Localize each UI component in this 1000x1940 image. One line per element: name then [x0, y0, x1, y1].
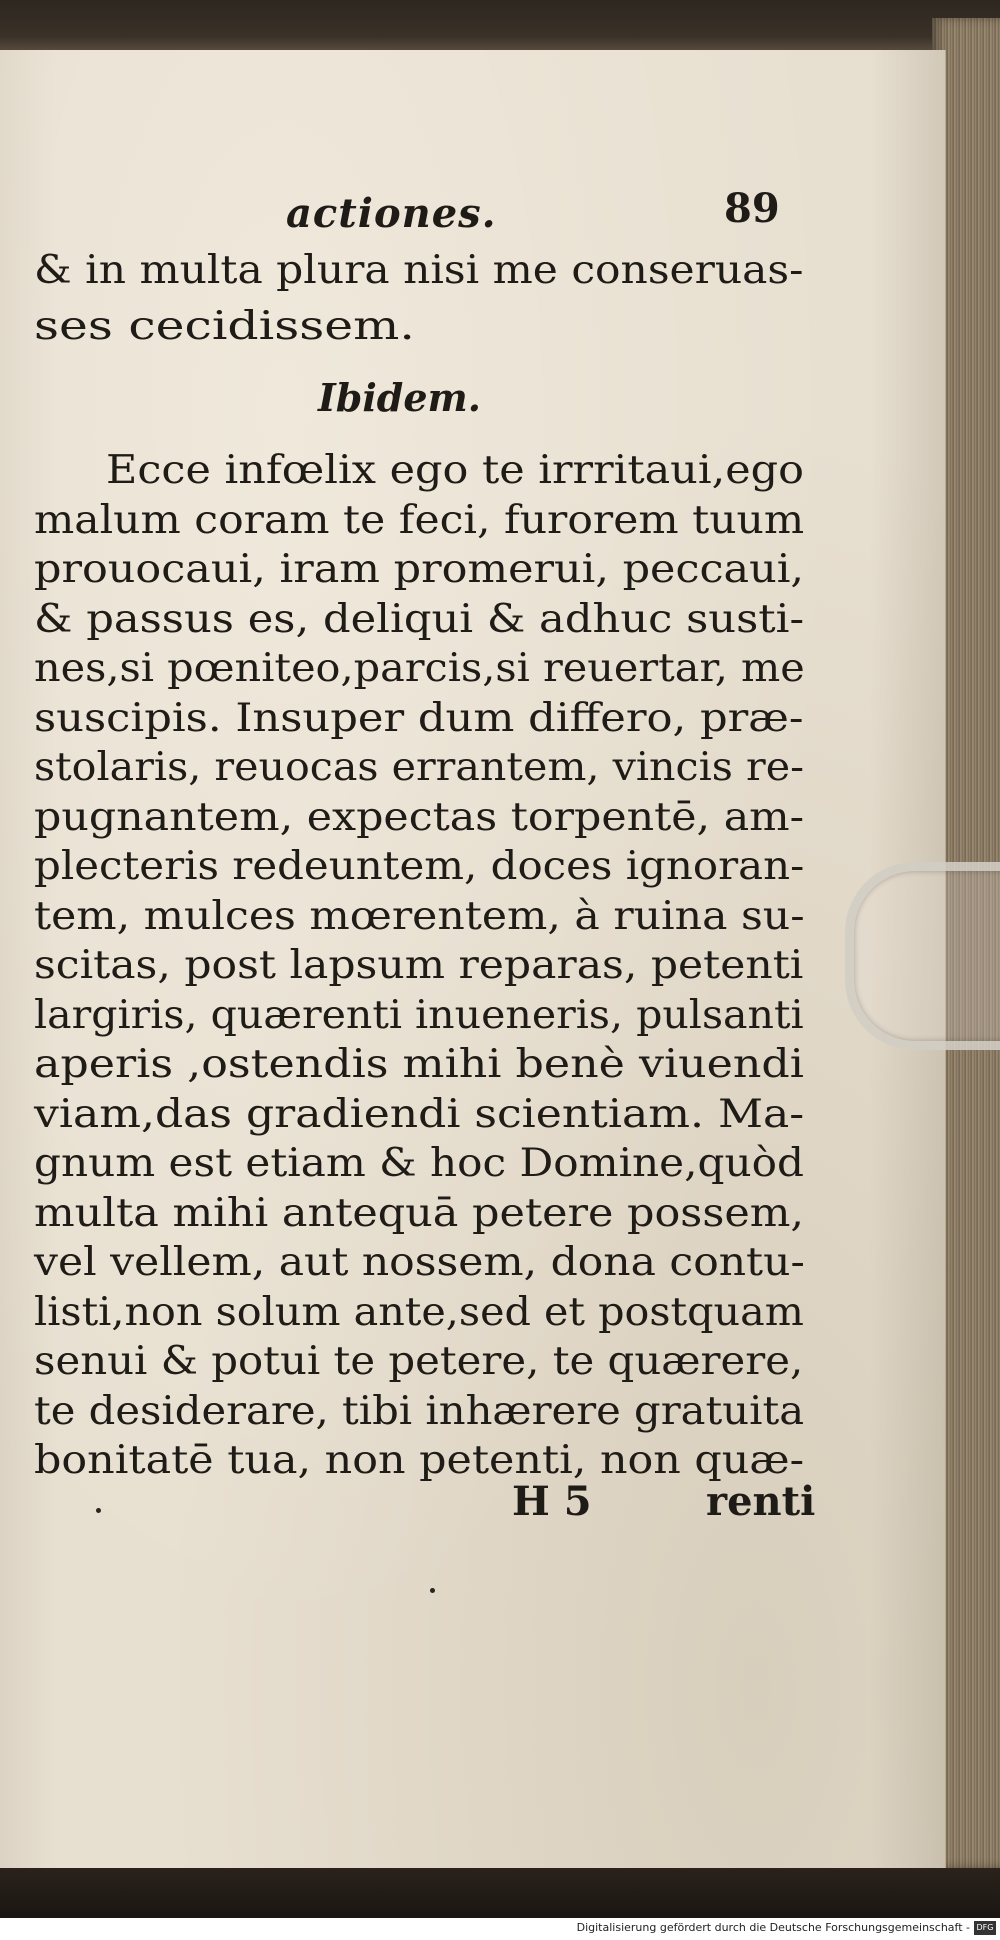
text-line: & passus es, deliqui & adhuc susti- — [34, 596, 805, 642]
text-line: stolaris, reuocas errantem, vincis re- — [34, 745, 804, 790]
text-line: nes,si pœniteo,parcis,si reuertar, me — [34, 646, 805, 691]
ink-speck — [430, 1588, 435, 1593]
text-line: scitas, post lapsum reparas, petenti — [34, 943, 804, 988]
text-line: malum coram te feci, furorem tuum — [34, 497, 805, 543]
digitization-credit: Digitalisierung gefördert durch die Deutsche Forschungsgemeinschaft - — [576, 1921, 970, 1934]
text-line: largiris, quærenti inueneris, pulsanti — [34, 992, 804, 1038]
text-line: tem, mulces mœrentem, à ruina su- — [34, 893, 805, 939]
text-line: ses cecidissem. — [34, 304, 415, 349]
text-line: aperis ,ostendis mihi benè viuendi — [34, 1042, 804, 1087]
page-number: 89 — [724, 185, 780, 232]
dfg-logo-icon: DFG — [974, 1921, 996, 1935]
text-line: gnum est etiam & hoc Domine,quòd — [34, 1141, 804, 1186]
running-head: actiones. — [286, 190, 497, 237]
text-line: Ecce infœlix ego te irrritaui,ego — [106, 448, 804, 493]
text-line: bonitatē tua, non petenti, non quæ- — [34, 1438, 805, 1483]
section-heading: Ibidem. — [318, 375, 481, 420]
text-line: multa mihi antequā petere possem, — [34, 1190, 805, 1236]
book-top-edge — [0, 0, 1000, 52]
text-line: listi,non solum ante,sed et postquam — [34, 1289, 804, 1335]
catchword: renti — [706, 1478, 816, 1525]
text-line: senui & potui te petere, te quærere, — [34, 1339, 804, 1384]
signature-mark: H 5 — [512, 1478, 592, 1525]
page-clip — [845, 862, 1000, 1050]
text-line: vel vellem, aut nossem, dona contu- — [34, 1240, 805, 1285]
text-line: pugnantem, expectas torpentē, am- — [34, 794, 805, 840]
text-line: suscipis. Insuper dum differo, præ- — [34, 695, 804, 741]
text-line: prouocaui, iram promerui, peccaui, — [34, 547, 805, 592]
text-line: plecteris redeuntem, doces ignoran- — [34, 844, 805, 889]
text-line: viam,das gradiendi scientiam. Ma- — [34, 1091, 805, 1137]
text-line: & in multa plura nisi me conseruas- — [34, 248, 804, 293]
text-line: te desiderare, tibi inhærere gratuita — [34, 1388, 805, 1434]
book-bottom-edge — [0, 1868, 1000, 1918]
ink-speck — [96, 1508, 101, 1513]
